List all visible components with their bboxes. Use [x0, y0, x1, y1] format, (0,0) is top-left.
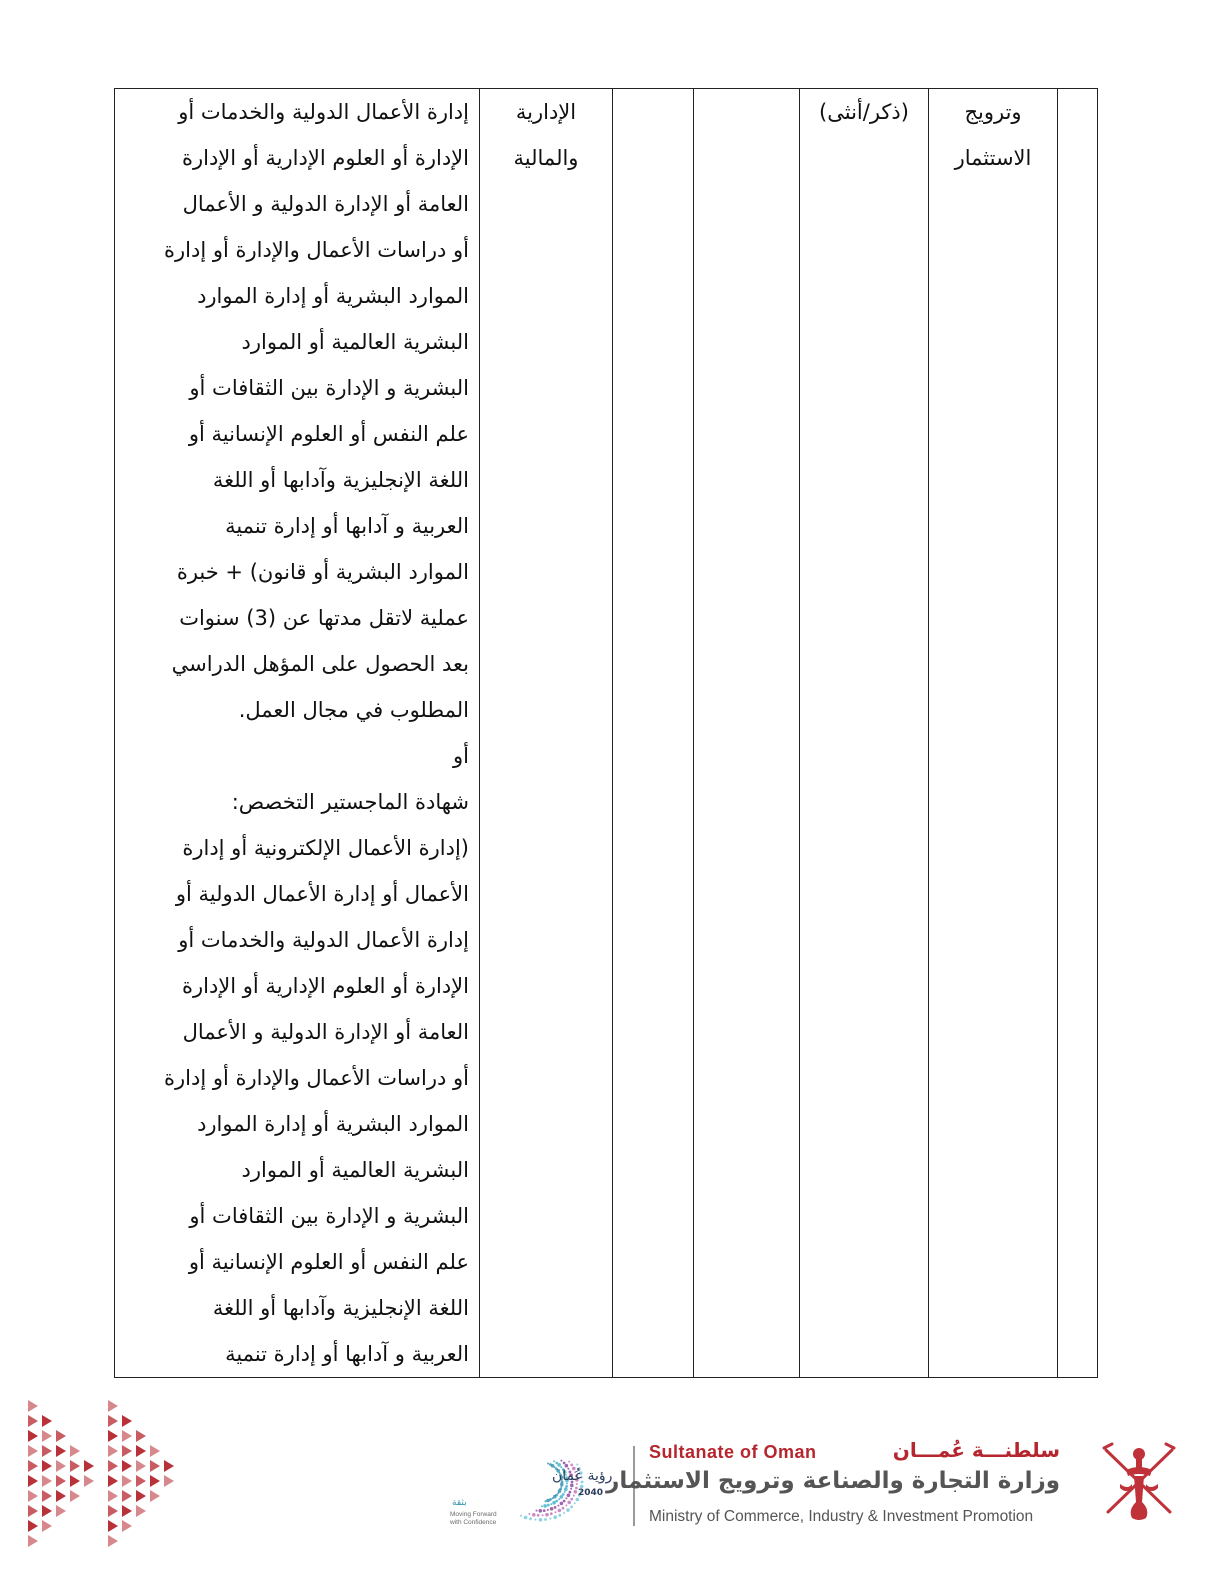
qualification-line: الموارد البشرية أو إدارة الموارد	[197, 284, 469, 308]
qualification-line: اللغة الإنجليزية وآدابها أو اللغة	[212, 1296, 469, 1320]
qualification-line: البشرية و الإدارة بين الثقافات أو	[189, 1204, 469, 1228]
empty-cell	[613, 89, 694, 1378]
ministry-identity	[606, 1438, 1062, 1532]
qualification-line: بعد الحصول على المؤهل الدراسي	[171, 652, 469, 676]
gender-cell	[800, 89, 929, 1378]
qualification-line: العامة أو الإدارة الدولية و الأعمال	[182, 1020, 469, 1044]
qualification-line: شهادة الماجستير التخصص:	[231, 790, 469, 814]
qualification-line: اللغة الإنجليزية وآدابها أو اللغة	[212, 468, 469, 492]
qualification-line: العربية و آدابها أو إدارة تنمية	[225, 514, 469, 538]
qualification-line: (إدارة الأعمال الإلكترونية أو إدارة	[182, 836, 469, 860]
qualification-line: أو دراسات الأعمال والإدارة أو إدارة	[163, 1066, 469, 1090]
vision-year: 2040	[578, 1488, 604, 1498]
qualification-text	[115, 89, 479, 1377]
qualification-line: البشرية و الإدارة بين الثقافات أو	[189, 376, 469, 400]
oman-emblem-icon	[1098, 1440, 1180, 1526]
sultanate-name-en: Sultanate of Oman	[649, 1442, 817, 1462]
department-cell	[480, 89, 613, 1378]
qualification-line: البشرية العالمية أو الموارد	[241, 1158, 469, 1182]
qualification-line: الإدارة أو العلوم الإدارية أو الإدارة	[181, 974, 469, 998]
decorative-triangle-pattern	[26, 1400, 196, 1560]
empty-cell	[694, 89, 800, 1378]
vision-tagline-en-1: Moving Forward	[450, 1511, 497, 1518]
qualification-line: علم النفس أو العلوم الإنسانية أو	[188, 422, 469, 446]
ministry-name-ar: وزارة التجارة والصناعة وترويج الاستثمار	[606, 1468, 1060, 1494]
qualification-line: العامة أو الإدارة الدولية و الأعمال	[182, 192, 469, 216]
department-line: والمالية	[513, 146, 579, 170]
vision-tagline-ar: بثقة	[452, 1498, 467, 1508]
qualification-line: البشرية العالمية أو الموارد	[241, 330, 469, 354]
job-title-line: وترويج	[964, 100, 1022, 124]
vision-title: رؤية عُمان	[552, 1468, 613, 1484]
sultanate-name-ar: سلطنـــة عُمـــان	[892, 1438, 1060, 1462]
qualification-line: علم النفس أو العلوم الإنسانية أو	[188, 1250, 469, 1274]
qualification-line: المطلوب في مجال العمل.	[238, 698, 469, 722]
qualification-line: إدارة الأعمال الدولية والخدمات أو	[178, 928, 469, 952]
ministry-name-en: Ministry of Commerce, Industry & Investment Promotion	[649, 1508, 1034, 1525]
qualification-cell	[115, 89, 480, 1378]
qualification-line: الموارد البشرية أو قانون) + خبرة	[176, 560, 469, 584]
qualification-line: إدارة الأعمال الدولية والخدمات أو	[178, 100, 469, 124]
qualification-line: عملية لاتقل مدتها عن (3) سنوات	[179, 606, 469, 630]
oman-vision-2040-logo	[448, 1438, 624, 1530]
qualification-line: أو	[453, 744, 469, 768]
gender-text: (ذكر/أنثى)	[819, 100, 909, 124]
qualification-line: العربية و آدابها أو إدارة تنمية	[225, 1342, 469, 1366]
qualification-line: الموارد البشرية أو إدارة الموارد	[197, 1112, 469, 1136]
table-row	[115, 89, 1098, 1378]
qualification-line: أو دراسات الأعمال والإدارة أو إدارة	[163, 238, 469, 262]
job-title-cell	[929, 89, 1058, 1378]
index-cell	[1058, 89, 1098, 1378]
job-table	[114, 88, 1098, 1378]
department-line: الإدارية	[515, 100, 577, 124]
qualification-line: الأعمال أو إدارة الأعمال الدولية أو	[175, 882, 469, 906]
job-title-line: الاستثمار	[954, 146, 1032, 170]
vision-tagline-en-2: with Confidence	[450, 1519, 497, 1526]
qualification-line: الإدارة أو العلوم الإدارية أو الإدارة	[181, 146, 469, 170]
